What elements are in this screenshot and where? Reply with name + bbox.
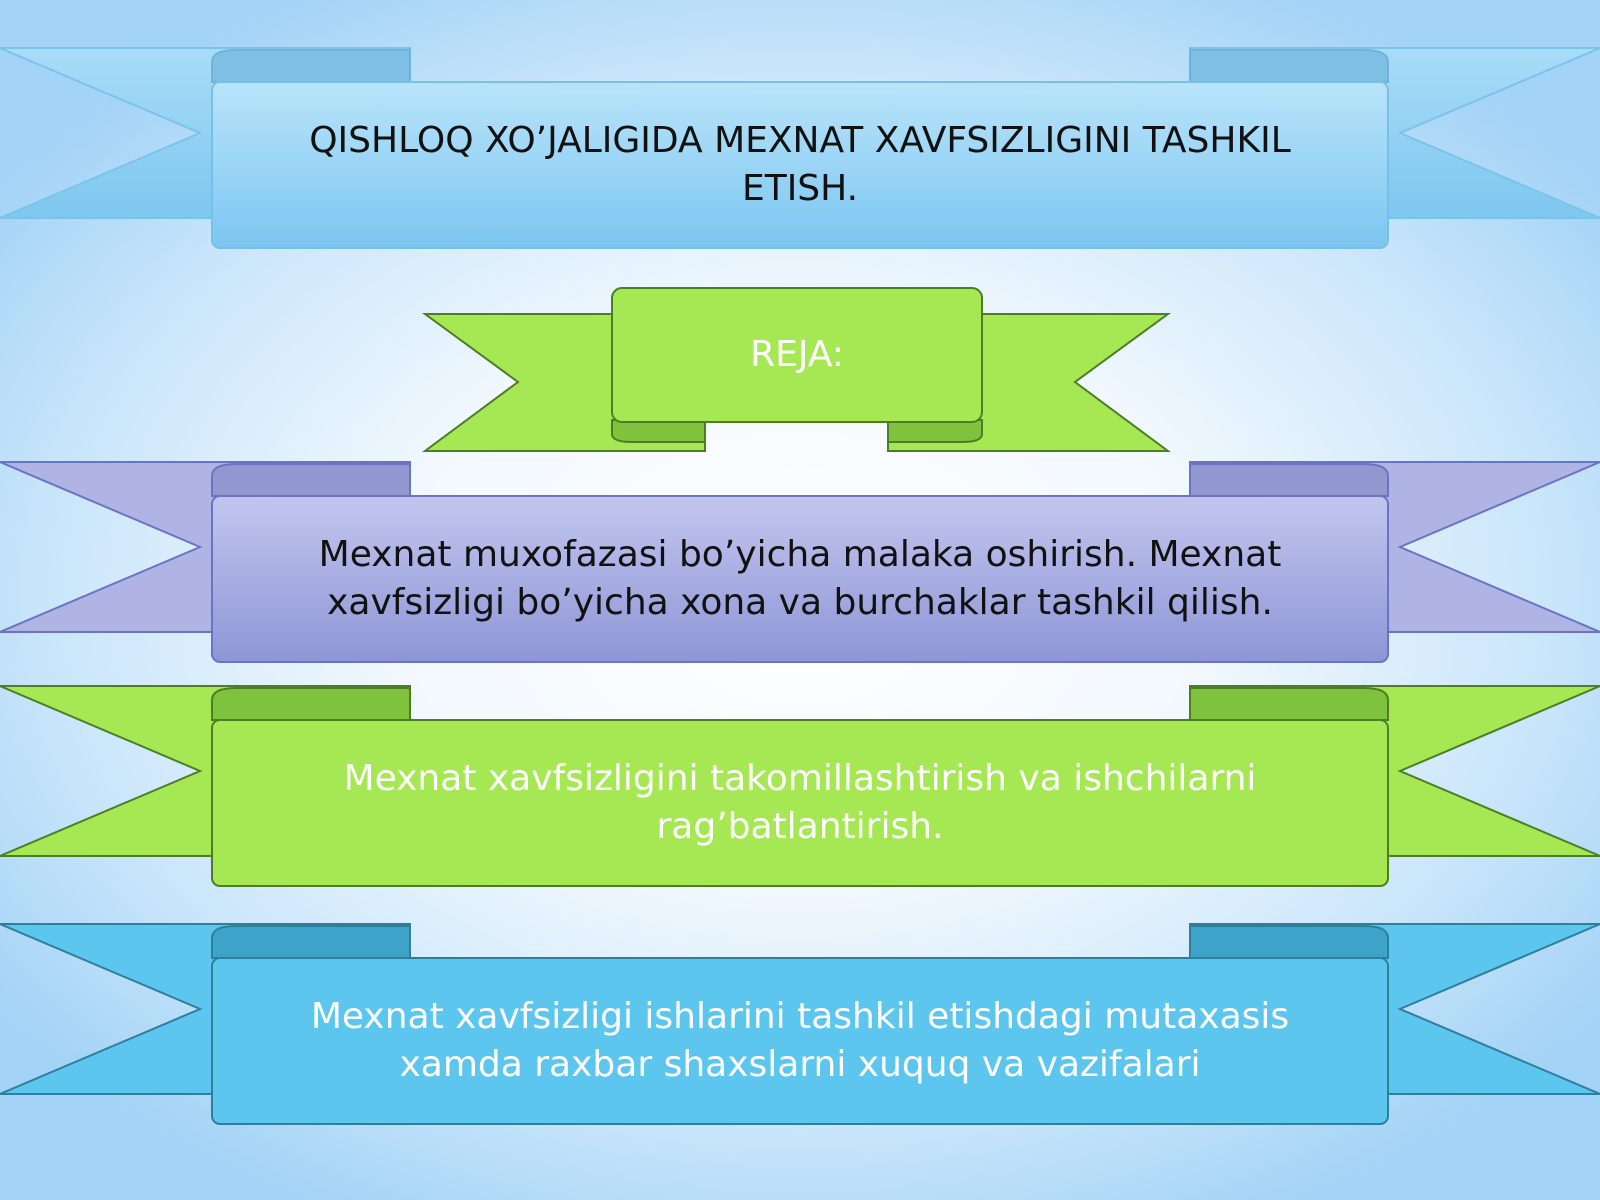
plan-label: REJA:	[750, 334, 844, 375]
plan-item-3-ribbon	[0, 924, 1600, 1129]
slide-title: QISHLOQ XO’JALIGIDA MEXNAT XAVFSIZLIGINI TASHKIL ETISH.	[309, 120, 1291, 209]
plan-ribbon	[0, 286, 1600, 456]
plan-item-2-text: Mexnat xavfsizligini takomillashtirish va ishchilarni rag’batlantirish.	[343, 758, 1257, 847]
plan-item-3-text: Mexnat xavfsizligi ishlarini tashkil etishdagi mutaxasis xamda raxbar shaxslarni xuquq va vazifalari	[310, 996, 1290, 1085]
plan-item-1-text: Mexnat muxofazasi bo’yicha malaka oshirish. Mexnat xavfsizligi bo’yicha xona va burchaklar tashkil qilish.	[318, 534, 1282, 623]
title-ribbon	[0, 48, 1600, 253]
plan-item-2-ribbon	[0, 686, 1600, 891]
plan-item-1-ribbon	[0, 462, 1600, 667]
